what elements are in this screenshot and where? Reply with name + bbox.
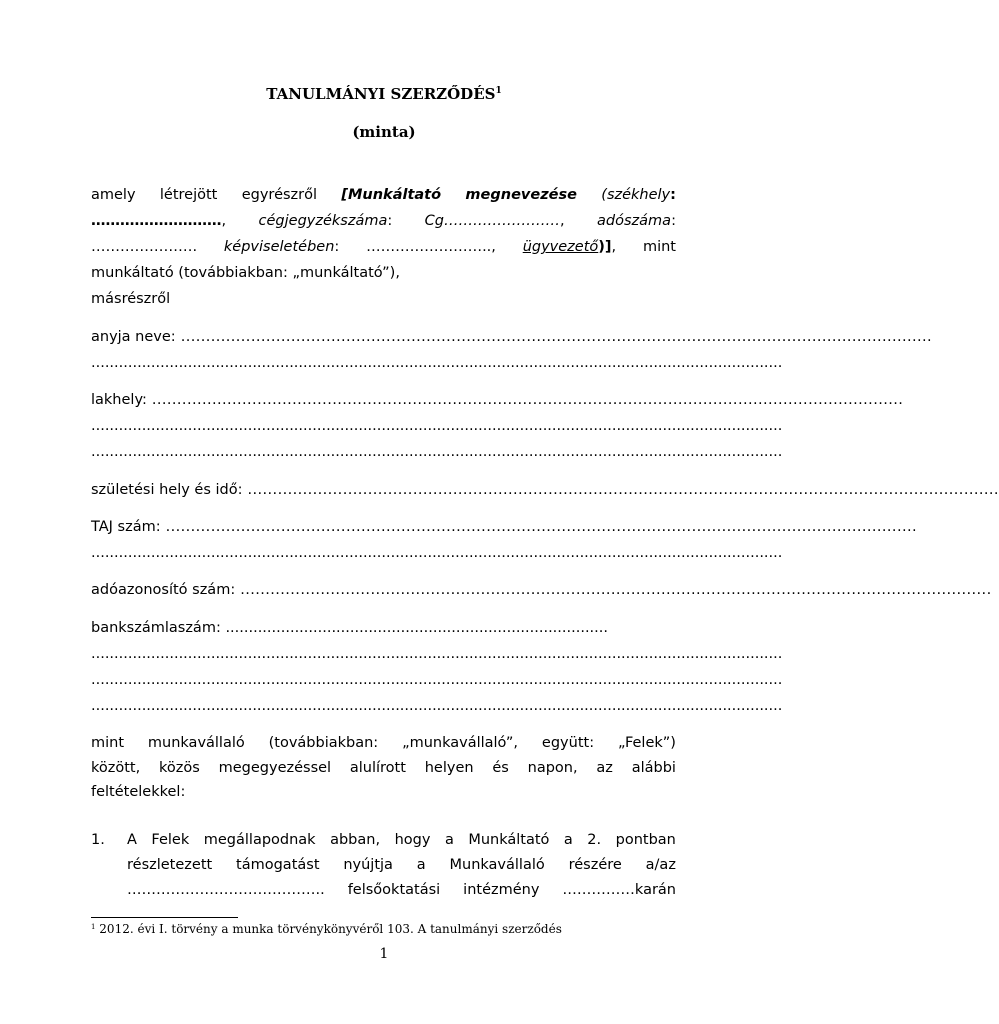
field-blank-line: ...................................................................................................................................................... (91, 698, 783, 714)
word: ……………karán (562, 882, 676, 898)
bank-account-field (91, 619, 676, 637)
word: : (671, 213, 676, 229)
field-blank-line: ...................................................................................................................................................... (91, 355, 783, 371)
word: (továbbiakban: (268, 735, 379, 751)
word: a/az (645, 857, 676, 873)
employer-name-placeholder (341, 186, 441, 204)
field-blank-line: ...................................................................................................................................................... (91, 545, 783, 561)
tax-number-label (597, 212, 676, 230)
word: : (334, 239, 340, 255)
word: (székhely (601, 187, 671, 203)
word: [Munkáltató (341, 187, 442, 203)
field-blank-line: ...................................................................................................................................................... (91, 444, 783, 460)
word: pontban (615, 832, 676, 848)
word: alulírott (349, 760, 406, 776)
field-label: anyja neve: (91, 329, 176, 345)
word: napon, (527, 760, 578, 776)
word: részére (568, 857, 622, 873)
word: létrejött (159, 187, 218, 203)
item-1-line-3 (127, 881, 676, 899)
intro-line-4: munkáltató (továbbiakban: „munkáltató”), (91, 265, 400, 281)
word: )] (598, 239, 612, 255)
tax-number-blank: …………………. (91, 239, 198, 255)
word: nyújtja (343, 857, 393, 873)
title-text: TANULMÁNYI SZERZŐDÉS (266, 85, 496, 103)
company-reg-label (259, 212, 393, 230)
field-label: lakhely: (91, 392, 147, 408)
word: megegyezéssel (218, 760, 332, 776)
word: , (611, 239, 617, 255)
word: felsőoktatási (347, 882, 441, 898)
item-1-line-2 (127, 856, 676, 874)
field-label: bankszámlaszám: (91, 620, 221, 636)
word: és (492, 760, 509, 776)
field-blank: ...................................................................................................................................................... (247, 482, 999, 498)
word: „Felek”) (617, 735, 676, 751)
employee-clause-line-1 (91, 734, 676, 752)
intro-line-2 (91, 212, 676, 230)
word: között, (91, 760, 141, 776)
word: helyen (424, 760, 474, 776)
residence-field (91, 391, 904, 409)
word: ügyvezető (522, 239, 599, 255)
mothers-name-field (91, 328, 933, 346)
word: közös (159, 760, 200, 776)
field-blank: ...................................................................................................................................................... (151, 392, 904, 408)
word: munkavállaló (147, 735, 245, 751)
word: , (221, 213, 227, 229)
seat-blank (91, 212, 226, 230)
birth-place-date-field (91, 481, 999, 499)
word: képviseletében (223, 239, 335, 255)
taj-number-field (91, 518, 917, 536)
word: együtt: (541, 735, 595, 751)
word: támogatást (236, 857, 320, 873)
word: ……………………… (91, 213, 222, 229)
document-title (0, 85, 768, 103)
word: Munkáltató (468, 832, 550, 848)
word: Cg…………………… (424, 213, 561, 229)
field-blank-line: ...................................................................................................................................................... (91, 646, 783, 662)
field-label: születési hely és idő: (91, 482, 243, 498)
field-label: adóazonosító szám: (91, 582, 236, 598)
word: ………………………………….. (127, 882, 325, 898)
word: a (444, 832, 454, 848)
footnote-mark: 1 (91, 923, 96, 931)
word: A (127, 832, 137, 848)
word: Felek (151, 832, 190, 848)
footnote (91, 922, 562, 936)
tax-id-field (91, 581, 992, 599)
word: 2. (587, 832, 602, 848)
field-blank: ...................................................................................................................................................... (180, 329, 933, 345)
employee-clause-line-2 (91, 759, 676, 777)
word: intézmény (463, 882, 540, 898)
word: adószáma (597, 213, 672, 229)
word: megállapodnak (203, 832, 316, 848)
word: részletezett (127, 857, 213, 873)
word: abban, (330, 832, 381, 848)
word: cégjegyzékszáma (258, 213, 388, 229)
representative-label (224, 238, 339, 256)
word: megnevezése (465, 187, 577, 203)
managing-director-label (523, 238, 616, 256)
word: : (387, 213, 393, 229)
intro-line-5: másrészről (91, 291, 171, 307)
representative-blank: …………………….., (366, 239, 496, 255)
word: a (416, 857, 426, 873)
word: amely (91, 187, 136, 203)
field-blank-line: ...................................................................................................................................................... (91, 418, 783, 434)
word: : (670, 187, 676, 203)
field-blank: ...................................................................................................................................................... (165, 519, 917, 535)
intro-line-1 (91, 186, 676, 204)
page-number: 1 (379, 946, 389, 962)
footnote-text: 2012. évi I. törvény a munka törvénykönyvéről 103. A tanulmányi szerződés (99, 922, 562, 936)
intro-line-3 (91, 238, 676, 256)
field-blank-line: ...................................................................................................................................................... (91, 672, 783, 688)
word: mint (91, 735, 125, 751)
employer-name-placeholder-2 (465, 186, 577, 204)
word: hogy (394, 832, 431, 848)
field-blank: ...................................................................................................................................................... (240, 582, 992, 598)
field-label: TAJ szám: (91, 519, 161, 535)
word: a (563, 832, 573, 848)
word: alábbi (631, 760, 676, 776)
company-reg-blank (425, 212, 565, 230)
word: az (596, 760, 613, 776)
word: Munkavállaló (449, 857, 545, 873)
document-subtitle: (minta) (352, 123, 416, 141)
item-number: 1. (91, 832, 105, 848)
item-1-line-1 (127, 831, 676, 849)
word: „munkavállaló”, (402, 735, 519, 751)
word: egyrészről (241, 187, 318, 203)
word: mint (642, 239, 676, 255)
word: , (560, 213, 565, 229)
footnote-separator (91, 917, 238, 918)
seat-label (601, 186, 676, 204)
employee-clause-line-3: feltételekkel: (91, 784, 186, 800)
field-blank: ................................................................................... (225, 620, 608, 636)
footnote-reference: 1 (495, 86, 502, 96)
